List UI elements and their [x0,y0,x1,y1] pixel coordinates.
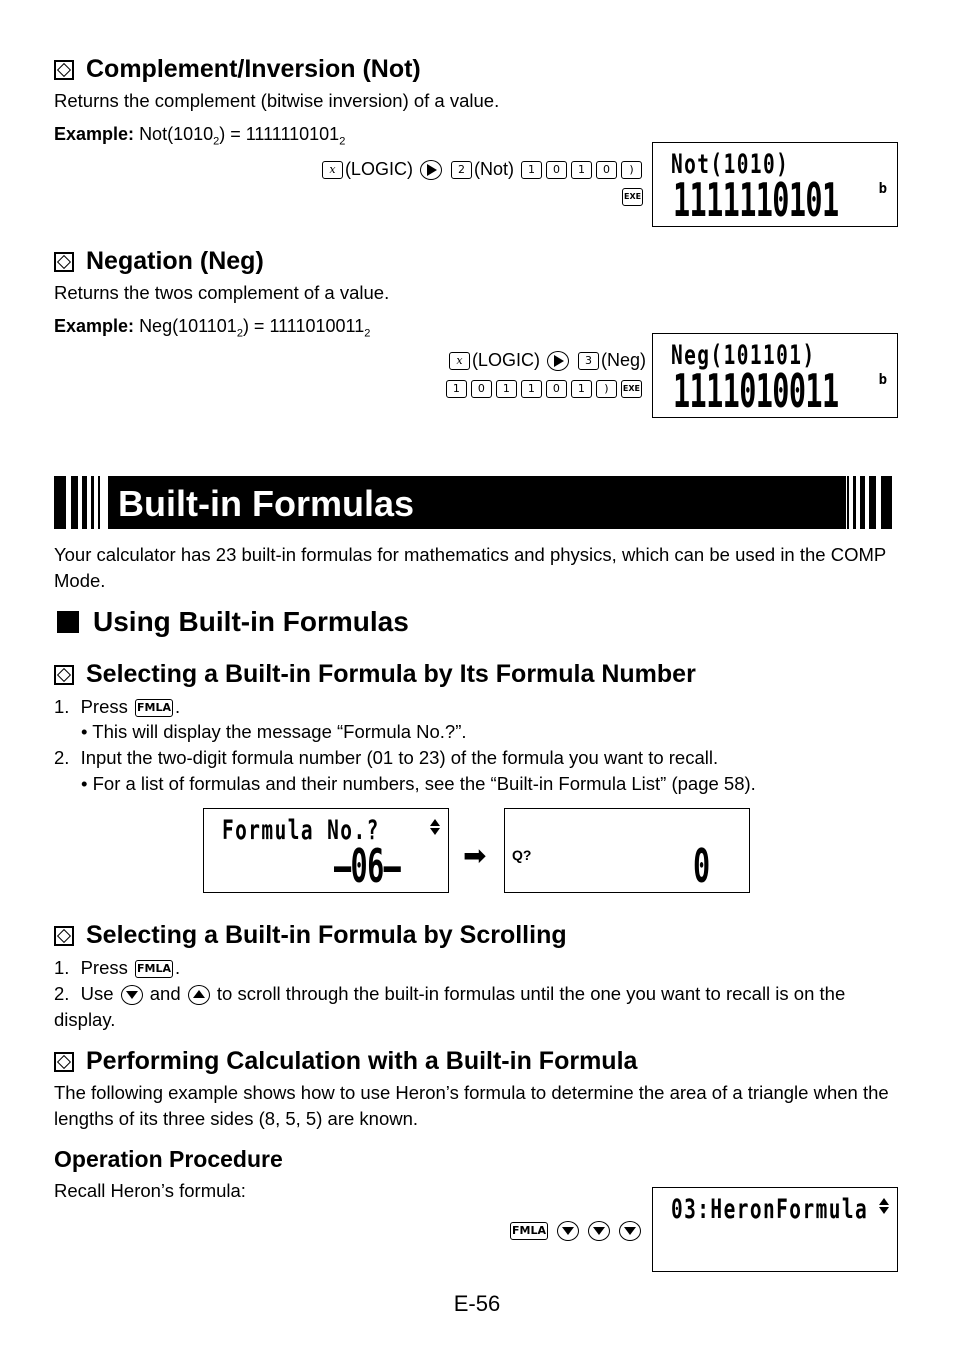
intro-paragraph: Your calculator has 23 built-in formulas for mathematics and physics, which can be used in the COMP Mode. [54,544,886,591]
banner-stripes-right [847,476,892,529]
down-arrow-key-icon [588,1221,610,1241]
q-indicator: Q? [512,847,532,863]
scroll-up-down-icon [430,819,440,835]
close-paren-key: ) [621,161,642,179]
diamond-bullet-icon [54,926,74,946]
neg-example [54,316,370,340]
banner-stripes-left [54,476,100,529]
down-arrow-key-icon [557,1221,579,1241]
fn-key: 2 [451,161,472,179]
step-number: 2. [54,983,70,1004]
digit-key: 1 [521,380,542,398]
diamond-bullet-icon [54,60,74,80]
digit-key: 0 [471,380,492,398]
by-scroll-heading-row [54,921,567,950]
logic-label: (LOGIC) [344,159,413,179]
not-exe-key-row [620,188,645,206]
logic-label: (LOGIC) [471,350,540,370]
by-number-step2 [54,745,718,771]
digit-key: 1 [521,161,542,179]
not-heading-row [54,55,421,84]
step-number: 1. [54,696,70,717]
subscript: 2 [213,135,220,148]
step-number: 1. [54,957,70,978]
binary-indicator: b [878,181,887,197]
down-arrow-key-icon [121,985,143,1005]
lcd-input-line: Formula No.? [222,815,380,846]
neg-key-sequence-1 [447,350,646,371]
example-label: Example: [54,316,135,336]
binary-indicator: b [878,372,887,388]
lcd-input-line: 03:HeronFormula [671,1194,869,1225]
step-text: Press [80,957,128,978]
digit-key: 1 [571,380,592,398]
using-heading-row [57,606,409,638]
lcd-input-line: Neg(101101) [671,340,816,371]
q-prompt-lcd [504,808,750,893]
lcd-result: 1111110101 [673,173,839,227]
heron-key-sequence [508,1220,643,1241]
by-number-step1-bullet: • This will display the message “Formula No.?”. [81,721,467,742]
scroll-up-down-icon [879,1198,889,1214]
recall-instruction: Recall Heron’s formula: [54,1180,246,1201]
not-example-expr-b: ) = 1111110101 [219,124,340,144]
using-heading: Using Built-in Formulas [93,606,409,637]
fmla-key: FMLA [135,699,173,717]
section-banner [54,476,898,529]
right-arrow-key-icon [420,160,442,180]
example-label: Example: [54,124,135,144]
digit-key: 1 [446,380,467,398]
subscript: 2 [339,135,346,148]
neg-key-sequence-2 [444,378,644,399]
digit-key: 0 [546,380,567,398]
close-paren-key: ) [596,380,617,398]
not-example-expr-a: Not(1010 [139,124,214,144]
x-key: x [449,352,470,370]
digit-key: 1 [496,380,517,398]
lcd-result: 1111010011 [673,364,839,418]
step-number: 2. [54,747,70,768]
by-number-step1: 1. Press FMLA . [54,696,181,717]
neg-description: Returns the twos complement of a value. [54,282,390,303]
exe-key: EXE [622,188,643,206]
heron-lcd-display [652,1187,898,1272]
by-number-heading: Selecting a Built-in Formula by Its Formula Number [86,660,696,688]
by-scroll-step1: 1. Press FMLA . [54,957,181,978]
digit-key: 0 [596,161,617,179]
square-bullet-icon [57,611,79,633]
by-scroll-heading: Selecting a Built-in Formula by Scrolling [86,921,567,949]
digit-key: 0 [546,161,567,179]
page-number: E-56 [453,1291,501,1316]
neg-heading: Negation (Neg) [86,247,264,275]
step-text: and [149,983,181,1004]
lcd-formula-number: –06– [334,839,401,893]
subscript: 2 [236,327,243,340]
by-number-step2-bullet: • For a list of formulas and their numbers, see the “Built-in Formula List” (page 58). [81,773,756,794]
banner-title: Built-in Formulas [118,483,414,524]
lcd-input-line: Not(1010) [671,149,790,180]
fmla-key: FMLA [510,1222,548,1240]
step-text: Use [80,983,114,1004]
calc-heading-row [54,1047,637,1076]
fn-key: 3 [578,352,599,370]
up-arrow-key-icon [188,985,210,1005]
not-example [54,124,345,148]
diamond-bullet-icon [54,252,74,272]
fn-label: (Neg) [600,350,646,370]
formula-no-lcd [203,808,449,893]
lcd-result: 0 [693,839,710,893]
fmla-key: FMLA [135,960,173,978]
step-text: Input the two-digit formula number (01 to 23) of the formula you want to recall. [80,747,719,768]
step-text: Press [80,696,128,717]
neg-example-expr-a: Neg(101101 [139,316,237,336]
not-key-sequence [320,159,644,180]
diamond-bullet-icon [54,665,74,685]
neg-lcd-display [652,333,898,418]
subscript: 2 [364,327,371,340]
not-heading: Complement/Inversion (Not) [86,55,421,83]
neg-heading-row [54,247,264,276]
right-arrow-icon: ➡ [463,839,487,872]
not-lcd-display [652,142,898,227]
fn-label: (Not) [473,159,514,179]
neg-example-expr-b: ) = 1111010011 [242,316,365,336]
x-key: x [322,161,343,179]
not-description: Returns the complement (bitwise inversion) of a value. [54,90,500,111]
calc-heading: Performing Calculation with a Built-in Formula [86,1047,638,1075]
digit-key: 1 [571,161,592,179]
step-text: to scroll through the built-in formulas until the one you want to recall is on the display. [54,983,846,1030]
operation-procedure-heading: Operation Procedure [54,1146,283,1172]
exe-key: EXE [621,380,642,398]
by-scroll-step2 [54,981,884,1033]
right-arrow-key-icon [547,351,569,371]
by-number-heading-row [54,660,696,689]
diamond-bullet-icon [54,1052,74,1072]
calc-description: The following example shows how to use Heron’s formula to determine the area of a triangle when the lengths of its three sides (8, 5, 5) are known. [54,1082,889,1129]
down-arrow-key-icon [619,1221,641,1241]
